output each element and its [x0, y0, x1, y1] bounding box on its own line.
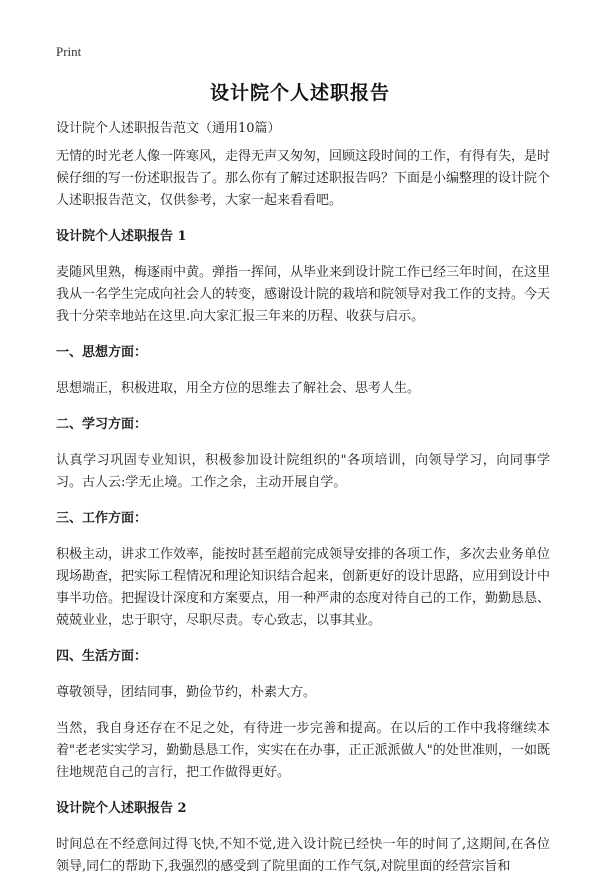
thought-heading: 一、思想方面：	[56, 345, 148, 360]
section1-opening-paragraph: 麦随风里熟，梅逐雨中黄。弹指一挥间，从毕业来到设计院工作已经三年时间，在这里我从一名学生完成向社会人的转变，感谢设计院的栽培和院领导对我工作的支持。今天我十分荣幸地站在这里.向大家汇报三年来的历程、收获与启示。	[56, 265, 551, 324]
document-body	[56, 118, 550, 892]
life-paragraph: 尊敬领导，团结同事，勤俭节约，朴素大方。	[56, 685, 317, 700]
section2-opening-paragraph: 时间总在不经意间过得飞快,不知不觉,进入设计院已经快一年的时间了,这期间,在各位领导,同仁的帮助下,我强烈的感受到了院里面的工作气氛,对院里面的经营宗旨和	[56, 837, 550, 874]
closing-paragraph: 当然，我自身还存在不足之处，有待进一步完善和提高。在以后的工作中我将继续本着"老老实实学习，勤勤恳恳工作，实实在在办事，正正派派做人"的处世准则，一如既往地规范自己的言行，把工作做得更好。	[56, 721, 550, 780]
study-heading: 二、学习方面：	[56, 417, 148, 432]
section2-heading: 设计院个人述职报告 2	[56, 801, 187, 816]
work-heading: 三、工作方面：	[56, 511, 148, 526]
intro-paragraph: 无情的时光老人像一阵寒风，走得无声又匆匆，回顾这段时间的工作，有得有失，是时候仔细的写一份述职报告了。那么你有了解过述职报告吗？下面是小编整理的设计院个人述职报告范文，仅供参考，大家一起来看看吧。	[56, 149, 551, 208]
study-paragraph: 认真学习巩固专业知识，积极参加设计院组织的"各项培训，向领导学习，向同事学习。古人云:学无止境。工作之余，主动开展自学。	[56, 453, 550, 490]
thought-paragraph: 思想端正，积极进取，用全方位的思维去了解社会、思考人生。	[56, 381, 421, 396]
document-subtitle: 设计院个人述职报告范文（通用10篇）	[56, 121, 281, 136]
print-label: Print	[56, 44, 82, 59]
work-paragraph: 积极主动，讲求工作效率，能按时甚至超前完成领导安排的各项工作，多次去业务单位现场勘查，把实际工程情况和理论知识结合起来，创新更好的设计思路，应用到设计中事半功倍。把握设计深度和方案要点，用一种严肃的态度对待自己的工作，勤勤恳恳、兢兢业业，忠于职守，尽职尽责。专心致志，以事其业。	[56, 547, 551, 628]
life-heading: 四、生活方面：	[56, 649, 148, 664]
page-title: 设计院个人述职报告	[209, 82, 390, 104]
section1-heading: 设计院个人述职报告 1	[56, 229, 187, 244]
